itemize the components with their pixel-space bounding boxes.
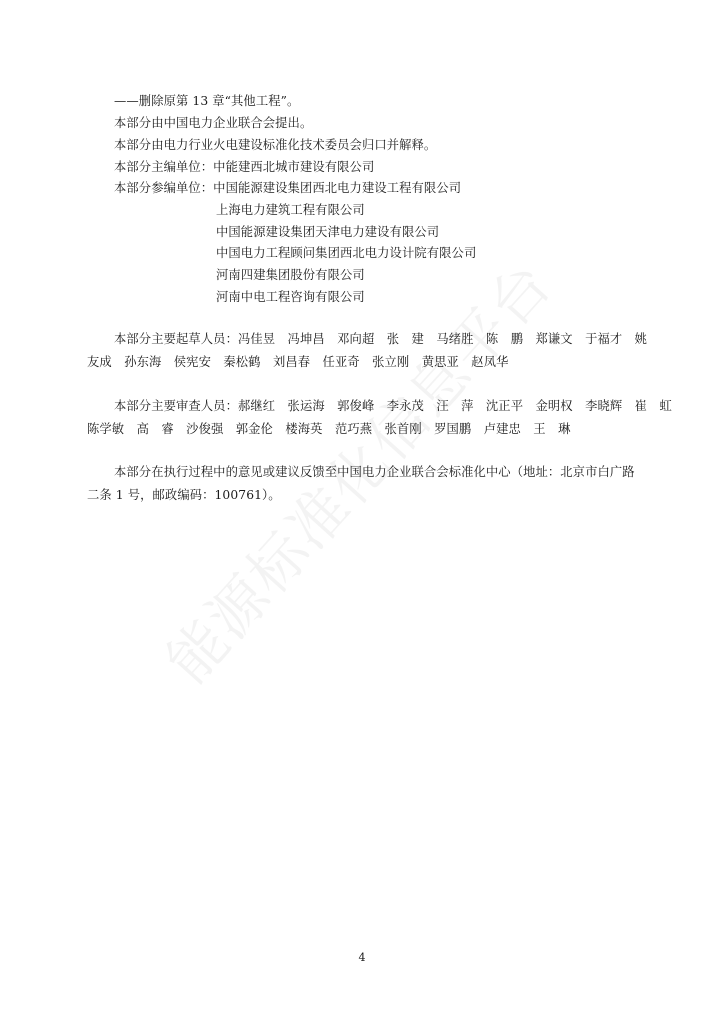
participating-unit: 河南四建集团股份有限公司 — [216, 268, 365, 282]
participating-unit: 河南中电工程咨询有限公司 — [216, 290, 365, 304]
participating-unit: 中国能源建设集团天津电力建设有限公司 — [216, 225, 440, 239]
drafters-line-1: 本部分主要起草人员：冯佳昱 冯坤昌 邓向超 张 建 马绪胜 陈 鹏 郑谦文 于福才 姚 — [114, 332, 648, 346]
page-number: 4 — [358, 951, 366, 964]
participating-unit: 上海电力建筑工程有限公司 — [216, 203, 365, 217]
feedback-line-2: 二条 1 号，邮政编码：100761）。 — [87, 488, 281, 502]
chief-editing-unit: 本部分主编单位：中能建西北城市建设有限公司 — [114, 160, 375, 174]
drafters-line-2: 友成 孙东海 侯宪安 秦松鹤 刘昌春 任亚奇 张立刚 黄思亚 赵凤华 — [87, 355, 509, 369]
reviewers-line-2: 陈学敏 高 睿 沙俊强 郭金伦 楼海英 范巧燕 张首刚 罗国鹏 卢建忠 王 琳 — [87, 422, 571, 436]
participating-unit: 中国电力工程顾问集团西北电力设计院有限公司 — [216, 246, 477, 260]
deleted-chapter-note: ——删除原第 13 章“其他工程”。 — [114, 94, 300, 108]
proposed-by: 本部分由中国电力企业联合会提出。 — [114, 116, 313, 130]
participating-units-label: 本部分参编单位：中国能源建设集团西北电力建设工程有限公司 — [114, 181, 462, 195]
responsible-committee: 本部分由电力行业火电建设标准化技术委员会归口并解释。 — [114, 138, 437, 152]
feedback-line-1: 本部分在执行过程中的意见或建议反馈至中国电力企业联合会标准化中心（地址：北京市白广路 — [114, 465, 635, 479]
reviewers-line-1: 本部分主要审查人员：郝继红 张运海 郭俊峰 李永茂 汪 萍 沈正平 金明权 李晓辉 崔 虹 — [114, 399, 672, 413]
